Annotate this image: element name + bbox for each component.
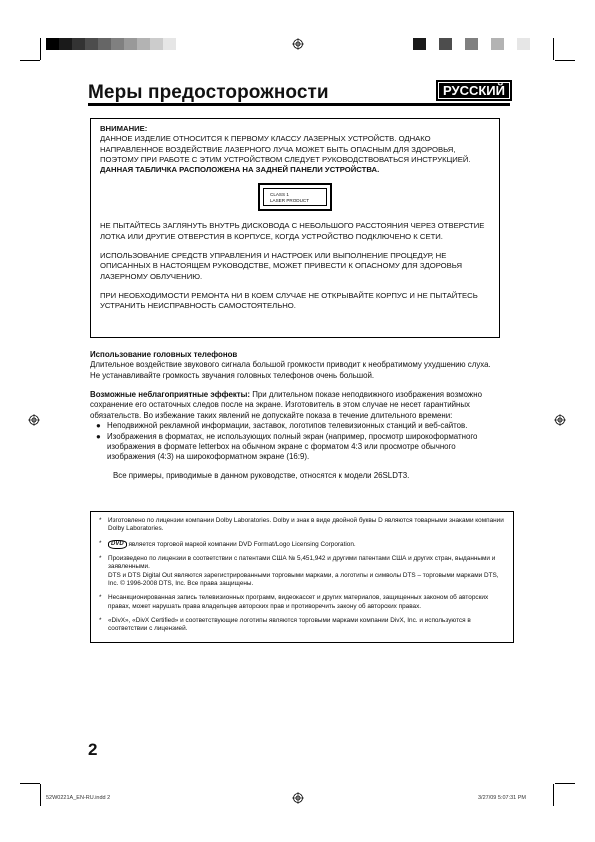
note-text: является торговой маркой компании DVD Format/Logo Licensing Corporation. [128, 540, 356, 548]
crop-mark [20, 783, 40, 784]
color-swatch [163, 38, 176, 50]
note-item-continuation [99, 572, 505, 589]
note-text: Несанкционированная запись телевизионных программ, видеокассет и других материалов, защищенных законом об авторских правах, может нарушать права владельцев авторских прав и противоречить закону об авторских правах. [108, 594, 489, 610]
headphones-heading: Использование головных телефонов [90, 350, 238, 359]
laser-class-line1: CLASS 1 [270, 192, 289, 198]
note-item [99, 594, 505, 611]
color-swatch [413, 38, 426, 50]
color-swatch [72, 38, 85, 50]
page-title: Меры предосторожности [88, 82, 329, 103]
color-swatch [98, 38, 111, 50]
note-text: «DivX», «DivX Certified» и соответствующие логотипы являются торговыми марками компании DivX, Inc. и используются в соответствии с лицензией. [108, 616, 471, 633]
crop-mark [40, 784, 41, 806]
color-swatch [111, 38, 124, 50]
right-color-bar [400, 38, 530, 50]
color-swatch [426, 38, 439, 50]
model-note: Все примеры, приводимые в данном руководстве, относятся к модели 26SLDT3. [113, 470, 410, 480]
crop-mark [553, 784, 554, 806]
side-effects-section [90, 390, 502, 481]
color-swatch [491, 38, 504, 50]
footer-file-name: 52W0221A_EN-RU.indd 2 [46, 795, 111, 801]
color-swatch [452, 38, 465, 50]
headphones-text: Длительное воздействие звукового сигнала большой громкости приводит к необратимому ухудшению слуха. Не устанавливайте громкость звучания головных телефонов очень большой. [90, 360, 491, 380]
list-item [90, 421, 502, 431]
color-swatch [46, 38, 59, 50]
crop-mark [555, 783, 575, 784]
warning-paragraph-3: ПРИ НЕОБХОДИМОСТИ РЕМОНТА НИ В КОЕМ СЛУЧАЕ НЕ ОТКРЫВАЙТЕ КОРПУС И НЕ ПЫТАЙТЕСЬ УСТРАНИТЬ НЕИСПРАВНОСТЬ САМОСТОЯТЕЛЬНО. [100, 290, 478, 311]
language-badge: РУССКИЙ [436, 80, 512, 101]
footer-timestamp: 3/27/09 5:07:31 PM [478, 795, 527, 801]
asterisk: * [99, 539, 102, 547]
side-effects-list [90, 421, 502, 463]
side-effects-text: При длительном показе неподвижного изображения возможно сохранение его остаточных следов после на экране. Изготовитель в этом случае не несет гарантийных обязательств. Во избежание таких явлений не допускайте показа в течение длительного времени: [90, 390, 482, 420]
bullet-icon: ● [96, 421, 101, 431]
asterisk: * [99, 616, 102, 624]
side-effects-heading: Возможные неблагоприятные эффекты: [90, 390, 251, 399]
crop-mark [555, 60, 575, 61]
side-effects-paragraph [90, 390, 502, 421]
laser-class-line2: LASER PRODUCT [270, 197, 310, 203]
asterisk: * [99, 517, 102, 524]
registration-mark-icon [292, 792, 304, 804]
laser-class-label [258, 183, 332, 211]
color-swatch [465, 38, 478, 50]
color-swatch [439, 38, 452, 50]
warning-paragraph-2: ИСПОЛЬЗОВАНИЕ СРЕДСТВ УПРАВЛЕНИЯ И НАСТРОЕК ИЛИ ВЫПОЛНЕНИЕ ПРОЦЕДУР, НЕ ОПИСАННЫХ В НАСТОЯЩЕМ РУКОВОДСТВЕ, МОЖЕТ ПРИВЕСТИ К ОПАСНОМУ ДЛЯ ЗДОРОВЬЯ ЛАЗЕРНОМУ ОБЛУЧЕНИЮ. [100, 251, 463, 281]
caution-text: ДАННОЕ ИЗДЕЛИЕ ОТНОСИТСЯ К ПЕРВОМУ КЛАССУ ЛАЗЕРНЫХ УСТРОЙСТВ. ОДНАКО НАПРАВЛЕННОЕ ВОЗДЕЙСТВИЕ ЛАЗЕРНОГО ЛУЧА МОЖЕТ БЫТЬ ОПАСНЫМ ДЛЯ ЗДОРОВЬЯ, ПОЭТОМУ ПРИ РАБОТЕ С ЭТИМ УСТРОЙСТВОМ СЛЕДУЕТ РУКОВОДСТВОВАТЬСЯ ИНСТРУКЦИЕЙ. [100, 134, 471, 164]
laser-warning-box [90, 118, 500, 338]
asterisk: * [99, 555, 102, 563]
crop-mark [20, 60, 40, 61]
color-swatch [124, 38, 137, 50]
laser-class-label-inner [263, 188, 327, 206]
registration-mark-icon [28, 414, 40, 426]
note-item [99, 617, 505, 634]
caution-label: ВНИМАНИЕ: [100, 124, 148, 133]
color-swatch [85, 38, 98, 50]
color-swatch [150, 38, 163, 50]
title-underline [88, 103, 510, 106]
list-item-text: Неподвижной рекламной информации, заставок, логотипов телевизионных станций и веб-сайтов. [107, 421, 468, 431]
bullet-icon: ● [96, 431, 101, 441]
note-text: Изготовлено по лицензии компании Dolby Laboratories. Dolby и знак в виде двойной буквы D являются товарными знаками компании Dolby Laboratories. [108, 517, 504, 533]
label-notice: ДАННАЯ ТАБЛИЧКА РАСПОЛОЖЕНА НА ЗАДНЕЙ ПАНЕЛИ УСТРОЙСТВА. [100, 165, 380, 175]
list-item-text: Изображения в форматах, не использующих полный экран (например, просмотр широкоформатного изображения в формате letterbox на обычном экране с форматом 4:3 или просмотре обычного изображения (4:3) на широкоформатном экране (16:9). [107, 431, 478, 462]
color-swatch [517, 38, 530, 50]
color-swatch [137, 38, 150, 50]
color-swatch [59, 38, 72, 50]
warning-paragraph-1: НЕ ПЫТАЙТЕСЬ ЗАГЛЯНУТЬ ВНУТРЬ ДИСКОВОДА С НЕБОЛЬШОГО РАССТОЯНИЯ ЧЕРЕЗ ОТВЕРСТИЕ ЛОТКА ИЛИ ДРУГИЕ ОТВЕРСТИЯ В КОРПУСЕ, КОГДА УСТРОЙСТВО ПОДКЛЮЧЕНО К СЕТИ. [100, 221, 485, 241]
left-color-bar [46, 38, 176, 50]
color-swatch [478, 38, 491, 50]
list-item [90, 432, 502, 463]
crop-mark [553, 38, 554, 60]
color-swatch [504, 38, 517, 50]
note-text: DTS и DTS Digital Out являются зарегистрированными торговыми марками, а логотипы и символы DTS – торговыми марками DTS, Inc. © 1996-2008 DTS, Inc. Все права защищены. [108, 571, 499, 587]
note-item [99, 540, 505, 549]
asterisk: * [99, 594, 102, 602]
note-item [99, 517, 505, 534]
dvd-logo-icon: DVD [108, 540, 127, 549]
crop-mark [40, 38, 41, 60]
headphones-section [90, 350, 502, 381]
page-number: 2 [88, 740, 98, 759]
note-text: Произведено по лицензии в соответствии с патентами США № 5,451,942 и другими патентами США и других стран, выданными и заявленными. [108, 555, 496, 571]
color-swatch [400, 38, 413, 50]
registration-mark-icon [554, 414, 566, 426]
registration-mark-icon [292, 38, 304, 50]
trademark-notes-box [90, 511, 514, 643]
note-item [99, 555, 505, 572]
